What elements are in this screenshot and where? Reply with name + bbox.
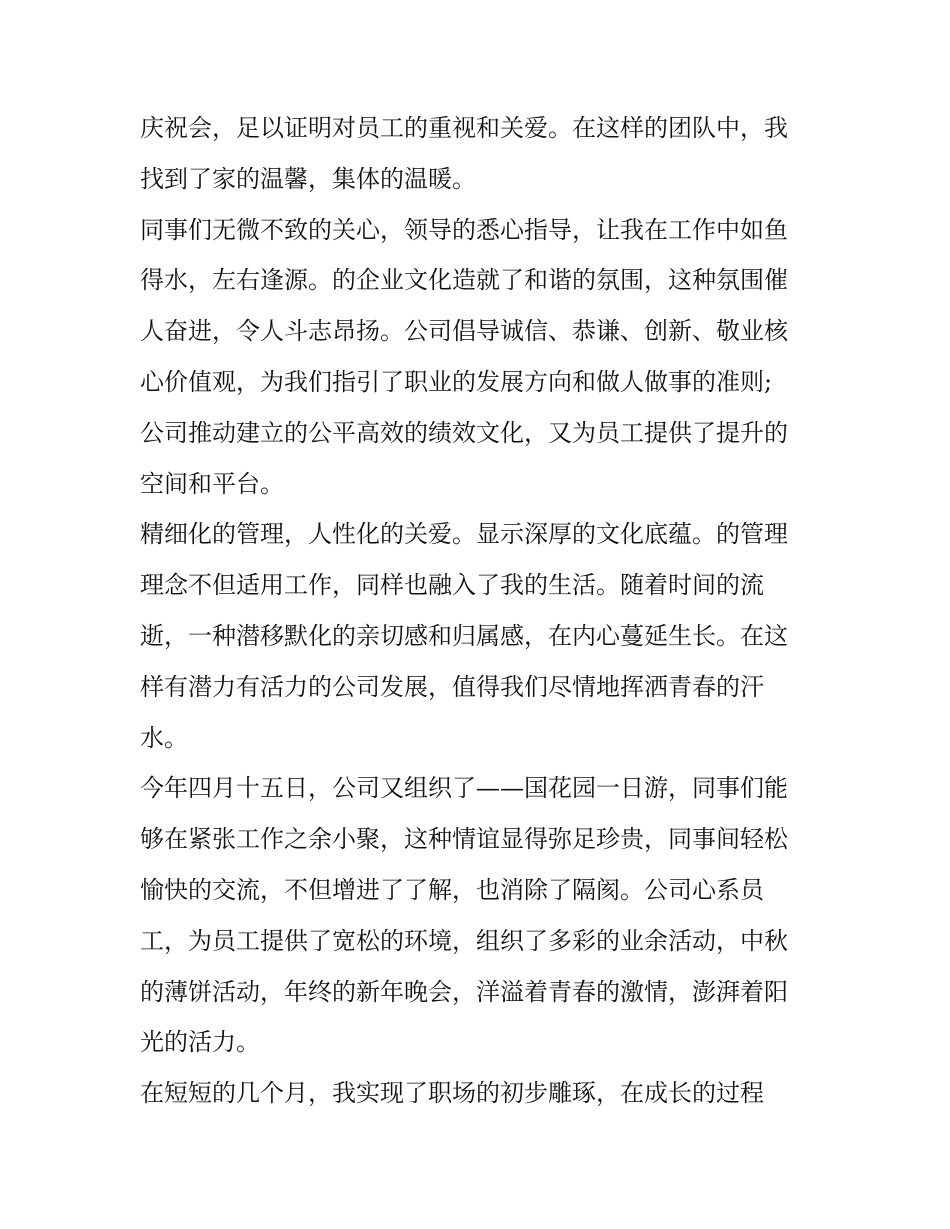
text-line: 样有潜力有活力的公司发展，值得我们尽情地挥洒青春的汗 <box>140 672 764 701</box>
text-line: 在短短的几个月，我实现了职场的初步雕琢，在成长的过程 <box>140 1079 764 1108</box>
text-line: 庆祝会，足以证明对员工的重视和关爱。在这样的团队中，我 <box>140 114 788 142</box>
text-line: 水。 <box>140 723 188 752</box>
text-line: 同事们无微不致的关心，领导的悉心指导，让我在工作中如鱼 <box>140 215 788 244</box>
text-line: 心价值观，为我们指引了职业的发展方向和做人做事的准则; <box>140 367 773 396</box>
text-line: 找到了家的温馨，集体的温暖。 <box>140 164 476 193</box>
text-line: 工，为员工提供了宽松的环境，组织了多彩的业余活动，中秋 <box>140 926 788 955</box>
text-line: 空间和平台。 <box>140 469 284 498</box>
text-line: 逝，一种潜移默化的亲切感和归属感，在内心蔓延生长。在这 <box>140 621 788 650</box>
text-line: 够在紧张工作之余小聚，这种情谊显得弥足珍贵，同事间轻松 <box>140 825 788 854</box>
text-line: 今年四月十五日，公司又组织了——国花园一日游，同事们能 <box>140 774 788 803</box>
text-line: 人奋进，令人斗志昂扬。公司倡导诚信、恭谦、创新、敬业核 <box>140 317 788 346</box>
text-line: 光的活力。 <box>140 1028 260 1057</box>
text-line: 精细化的管理，人性化的关爱。显示深厚的文化底蕴。的管理 <box>140 520 788 549</box>
text-line: 理念不但适用工作，同样也融入了我的生活。随着时间的流 <box>140 571 764 600</box>
text-line: 愉快的交流，不但增进了了解，也消除了隔阂。公司心系员 <box>140 875 764 904</box>
document-body <box>140 103 812 1119</box>
text-line: 公司推动建立的公平高效的绩效文化，又为员工提供了提升的 <box>140 418 788 447</box>
text-line: 的薄饼活动，年终的新年晚会，洋溢着青春的激情，澎湃着阳 <box>140 977 788 1006</box>
text-line: 得水，左右逢源。的企业文化造就了和谐的氛围，这种氛围催 <box>140 266 788 295</box>
